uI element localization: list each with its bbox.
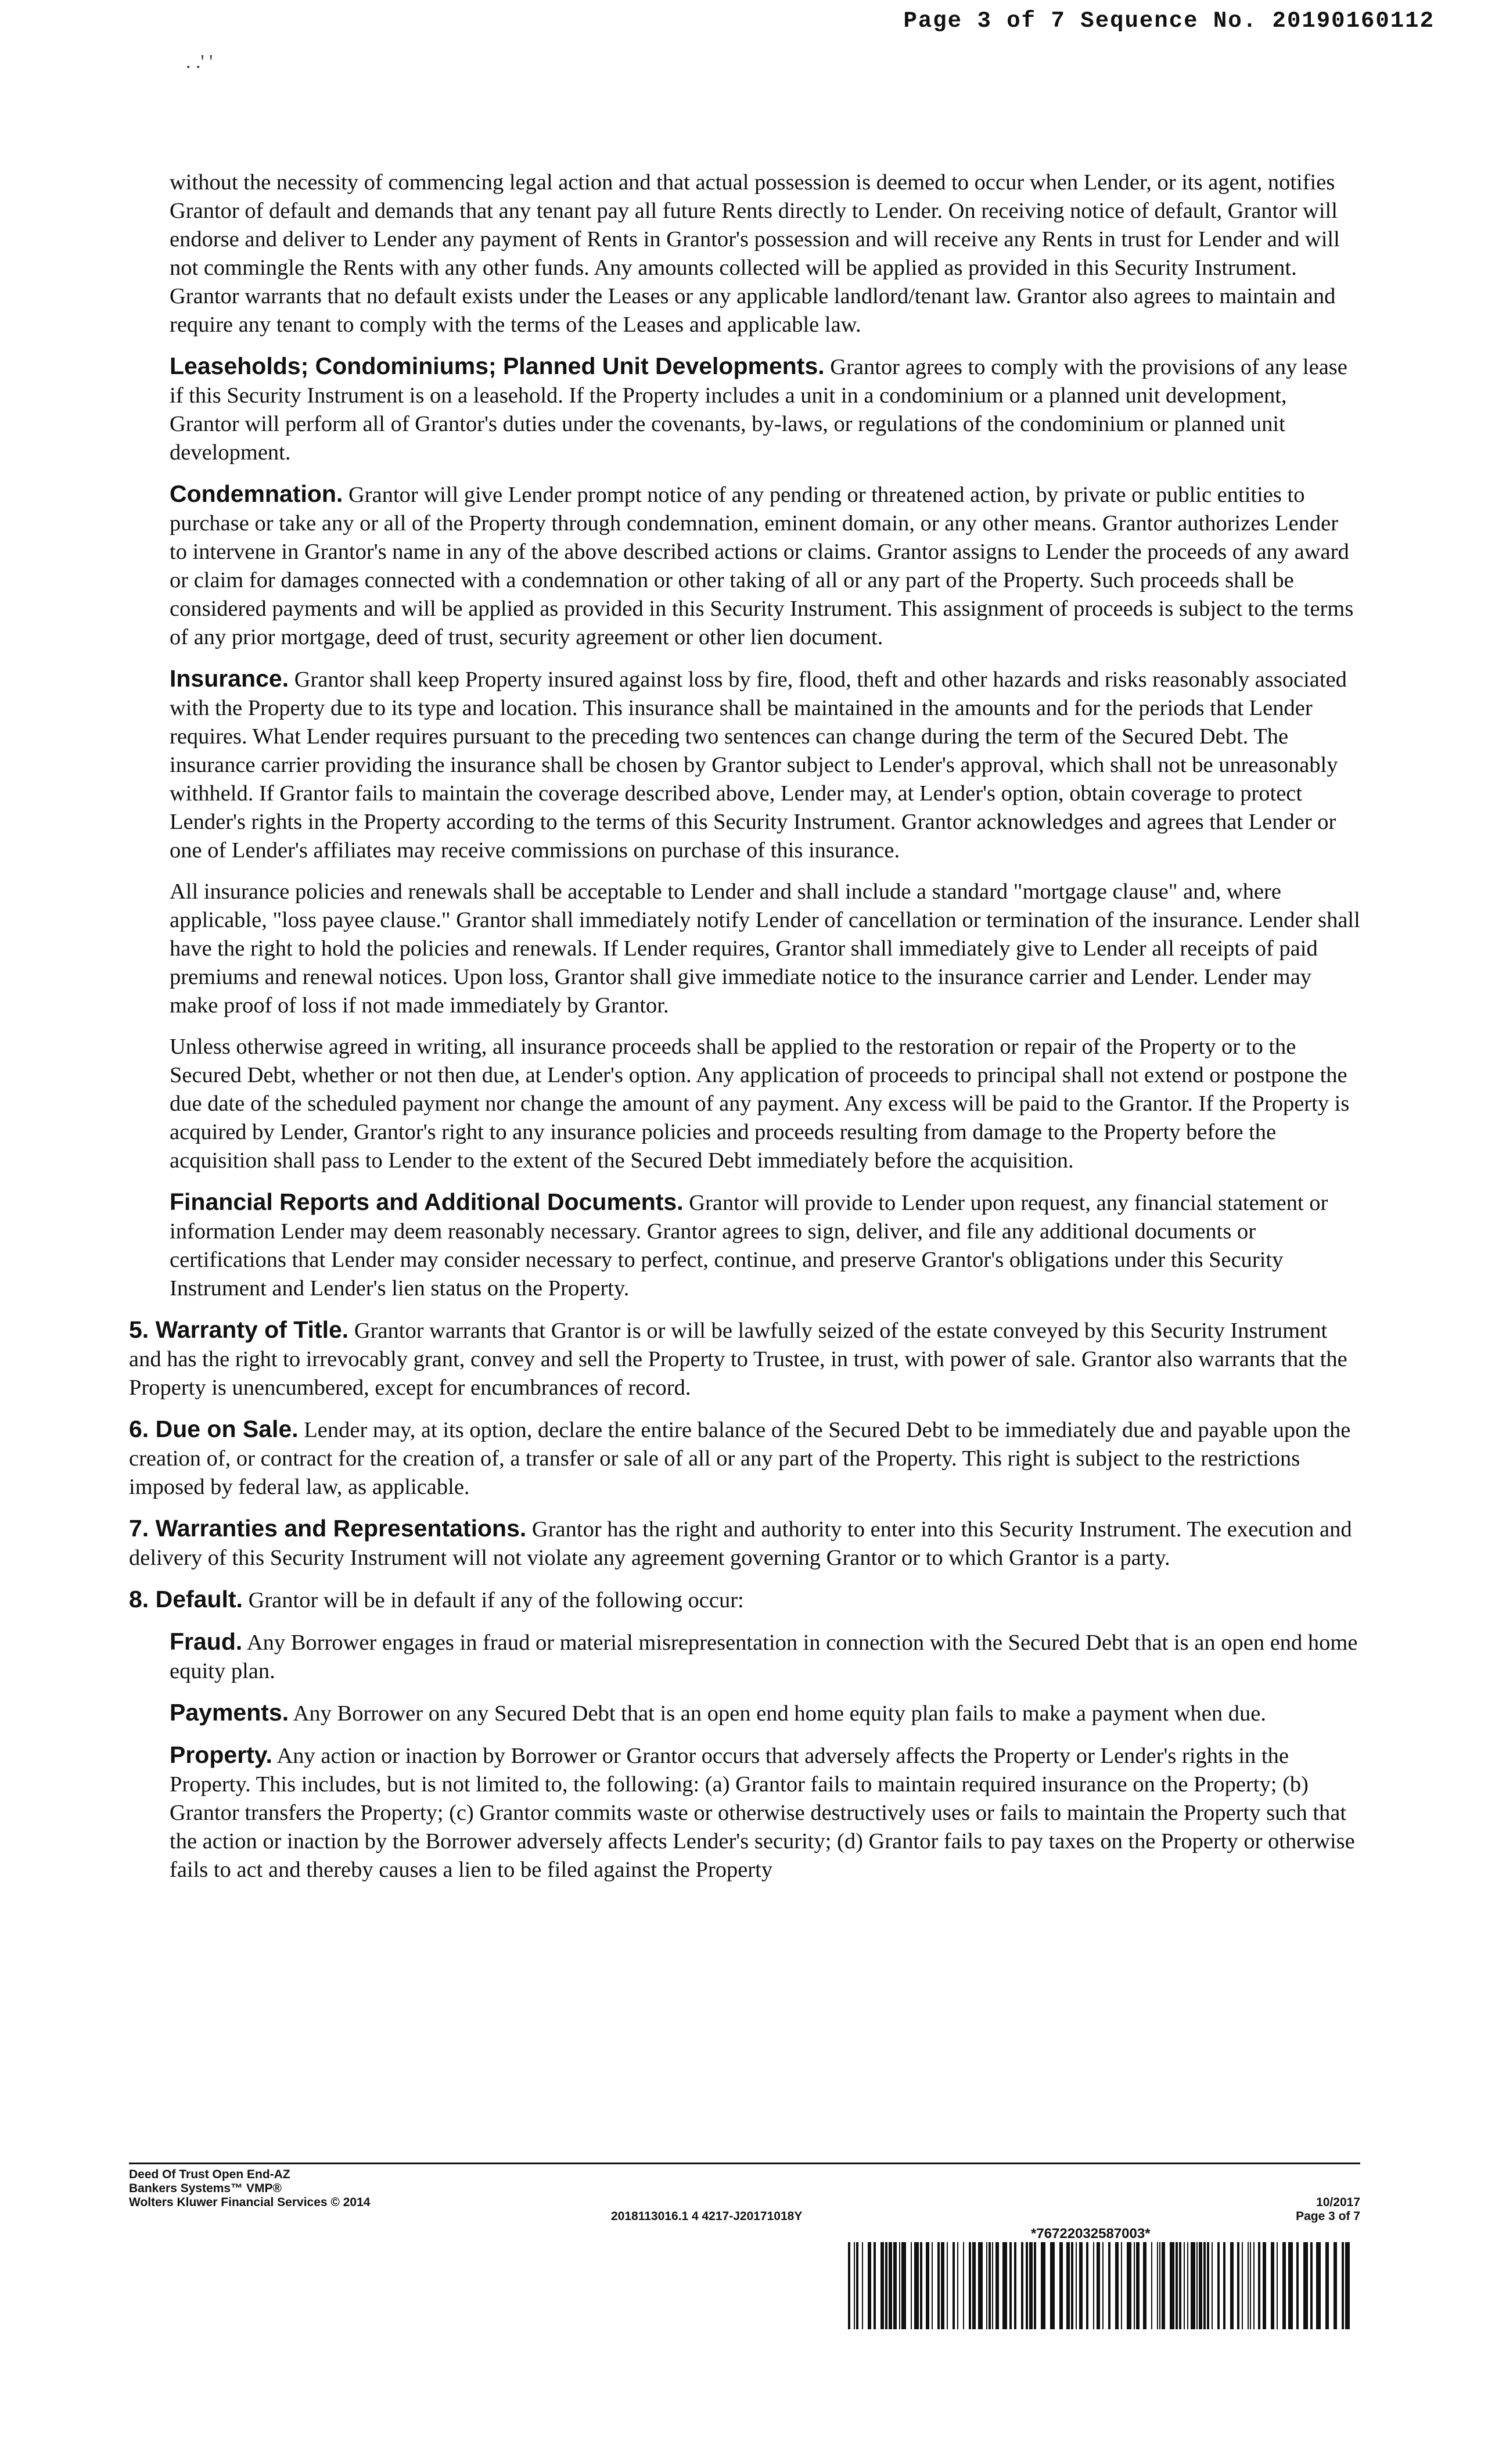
- barcode-bar: [986, 2242, 987, 2329]
- barcode-bar: [1151, 2242, 1152, 2329]
- document-body: [129, 168, 1360, 1897]
- paragraph-insurance-policies: [170, 878, 1360, 1020]
- section-heading: Insurance.: [170, 665, 289, 692]
- barcode-bar: [1310, 2242, 1313, 2329]
- barcode-bar: [920, 2242, 922, 2329]
- form-code: 2018113016.1 4 4217-J20171018Y: [611, 2210, 803, 2223]
- paragraph-default: [129, 1585, 1360, 1615]
- barcode-bar: [1014, 2242, 1016, 2329]
- barcode-bar: [937, 2242, 940, 2329]
- scan-marks: . .' ': [186, 51, 213, 73]
- barcode-bar: [969, 2242, 971, 2329]
- barcode-bar: [880, 2242, 884, 2329]
- barcode-bar: [941, 2242, 944, 2329]
- barcode-bar: [947, 2242, 948, 2329]
- paragraph-text: Grantor warrants that Grantor is or will be lawfully seized of the estate conveyed by this Security Instrument and has the right to irrevocably grant, convey and sell the Property to Trustee, in trust, with power of sale. Grantor also warrants that the Property is unencumbered, except for encumbrances of record.: [129, 1319, 1347, 1400]
- paragraph-text: Grantor shall keep Property insured against loss by fire, flood, theft and other hazards and risks reasonably associated with the Property due to its type and location. This insurance shall be maintained in the amounts and for the periods that Lender requires. What Lender requires pursuant to the preceding two sentences can change during the term of the Secured Debt. The insurance carrier providing the insurance shall be chosen by Grantor subject to Lender's approval, which shall not be unreasonably withheld. If Grantor fails to maintain the coverage described above, Lender may, at Lender's option, obtain coverage to protect Lender's rights in the Property according to the terms of this Security Instrument. Grantor acknowledges and agrees that Lender or one of Lender's affiliates may receive commissions on purchase of this insurance.: [170, 667, 1347, 863]
- footer-form-info: [129, 2168, 370, 2210]
- barcode-bar: [1296, 2242, 1299, 2329]
- form-title: Deed Of Trust Open End-AZ: [129, 2168, 290, 2181]
- barcode-bar: [1162, 2242, 1165, 2329]
- footer-divider: [129, 2163, 1360, 2164]
- barcode-bar: [1191, 2242, 1195, 2329]
- barcode-bar: [926, 2242, 929, 2329]
- section-heading: 7. Warranties and Representations.: [129, 1515, 527, 1542]
- barcode-bar: [1026, 2242, 1028, 2329]
- paragraph-condemnation: [170, 480, 1360, 652]
- barcode-bar: [1212, 2242, 1213, 2329]
- paragraph-fraud: [170, 1628, 1360, 1686]
- paragraph-text: Any action or inaction by Borrower or Grantor occurs that adversely affects the Property or Lender's rights in the Property. This includes, but is not limited to, the following: (a) Grantor fails to maintain required insurance on the Property; (b) Grantor transfers the Property; (c) Grantor commits waste or otherwise destructively uses or fails to maintain the Property such that the action or inaction by the Borrower adversely affects Lender's security; (d) Grantor fails to pay taxes on the Property or otherwise fails to act and thereby causes a lien to be filed against the Property: [170, 1744, 1355, 1882]
- section-heading: Leaseholds; Condominiums; Planned Unit Developments.: [170, 353, 825, 379]
- barcode-bar: [1250, 2242, 1251, 2329]
- paragraph-text: Grantor will provide to Lender upon request, any financial statement or information Lender may deem reasonably necessary. Grantor agrees to sign, deliver, and file any additional documents or certifications that Lender may consider necessary to perfect, continue, and preserve Grantor's obligations under this Security Instrument and Lender's lien status on the Property.: [170, 1191, 1328, 1301]
- paragraph-text: All insurance policies and renewals shall be acceptable to Lender and shall include a standard "mortgage clause" and, where applicable, "loss payee clause." Grantor shall immediately notify Lender of cancellation or termination of the insurance. Lender shall have the right to hold the policies and renewals. If Lender requires, Grantor shall immediately give to Lender all receipts of paid premiums and renewal notices. Upon loss, Grantor shall give immediate notice to the insurance carrier and Lender. Lender may make proof of loss if not made immediately by Grantor.: [170, 879, 1360, 1018]
- barcode-bar: [992, 2242, 993, 2329]
- paragraph-payments: [170, 1698, 1360, 1728]
- barcode-bar: [1203, 2242, 1206, 2329]
- barcode-bar: [1066, 2242, 1070, 2329]
- barcode-bar: [1076, 2242, 1077, 2329]
- barcode-bar: [1217, 2242, 1220, 2329]
- paragraph-rents-continued: [170, 168, 1360, 339]
- barcode-bar: [1325, 2242, 1329, 2329]
- paragraph-text: Unless otherwise agreed in writing, all insurance proceeds shall be applied to the restoration or repair of the Property or to the Secured Debt, whether or not then due, at Lender's option. Any application of proceeds to principal shall not extend or postpone the due date of the scheduled payment nor change the amount of any payment. Any excess will be paid to the Grantor. If the Property is acquired by Lender, Grantor's right to any insurance policies and proceeds resulting from damage to the Property before the acquisition shall pass to Lender to the extent of the Secured Debt immediately before the acquisition.: [170, 1035, 1350, 1173]
- footer-page-info: [1296, 2196, 1360, 2224]
- barcode-bar: [1316, 2242, 1321, 2329]
- barcode-bar: [1230, 2242, 1234, 2329]
- section-heading: Fraud.: [170, 1628, 243, 1655]
- barcode-bar: [862, 2242, 863, 2329]
- barcode-bar: [1127, 2242, 1131, 2329]
- form-vendor: Bankers Systems™ VMP®: [129, 2182, 282, 2195]
- barcode-bar: [911, 2242, 912, 2329]
- barcode-icon: [848, 2242, 1353, 2329]
- barcode-label: *76722032587003*: [1031, 2226, 1151, 2242]
- paragraph-text: Grantor has the right and authority to enter into this Security Instrument. The execution and delivery of this Security Instrument will not violate any agreement governing Grantor or to which Grantor is a party.: [129, 1517, 1352, 1570]
- section-heading: Condemnation.: [170, 480, 343, 507]
- section-heading: 8. Default.: [129, 1586, 243, 1612]
- barcode-bar: [953, 2242, 955, 2329]
- barcode-bar: [854, 2242, 855, 2329]
- barcode-bar: [1237, 2242, 1239, 2329]
- barcode-bar: [963, 2242, 964, 2329]
- barcode-bar: [889, 2242, 892, 2329]
- section-heading: 5. Warranty of Title.: [129, 1316, 349, 1343]
- paragraph-text: Grantor will be in default if any of the following occur:: [248, 1588, 744, 1612]
- barcode-bar: [1071, 2242, 1073, 2329]
- barcode-bar: [1199, 2242, 1202, 2329]
- barcode-bar: [1159, 2242, 1160, 2329]
- barcode-bar: [1288, 2242, 1293, 2329]
- paragraph-financial-reports: [170, 1188, 1360, 1303]
- barcode-bar: [1170, 2242, 1174, 2329]
- barcode-bar: [1207, 2242, 1209, 2329]
- barcode-bar: [1263, 2242, 1266, 2329]
- paragraph-text: Grantor will give Lender prompt notice of any pending or threatened action, by private or public entities to purchase or take any or all of the Property through condemnation, eminent domain, or any other means. Grantor authorizes Lender to intervene in Grantor's name in any of the above described actions or claims. Grantor assigns to Lender the proceeds of any award or claim for damages connected with a condemnation or other taking of all or any part of the Property. Such proceeds shall be considered payments and will be applied as provided in this Security Instrument. This assignment of proceeds is subject to the terms of any prior mortgage, deed of trust, security agreement or other lien document.: [170, 483, 1354, 649]
- barcode-bar: [1050, 2242, 1055, 2329]
- barcode-bar: [885, 2242, 887, 2329]
- barcode-bar: [957, 2242, 958, 2329]
- paragraph-text: Any Borrower engages in fraud or material misrepresentation in connection with the Secured Debt that is an open end home equity plan.: [170, 1630, 1358, 1683]
- barcode-bar: [1258, 2242, 1260, 2329]
- paragraph-insurance: [170, 665, 1360, 865]
- barcode-bar: [901, 2242, 906, 2329]
- barcode-bar: [1029, 2242, 1033, 2329]
- barcode-bar: [1136, 2242, 1140, 2329]
- barcode-bar: [1184, 2242, 1185, 2329]
- barcode-bar: [1342, 2242, 1344, 2329]
- barcode-bar: [1143, 2242, 1146, 2329]
- paragraph-text: Any Borrower on any Secured Debt that is an open end home equity plan fails to make a payment when due.: [293, 1701, 1266, 1726]
- barcode-bar: [856, 2242, 858, 2329]
- barcode-bar: [932, 2242, 933, 2329]
- barcode-bar: [1121, 2242, 1122, 2329]
- barcode-bar: [1097, 2242, 1100, 2329]
- page-sequence-header: Page 3 of 7 Sequence No. 20190160112: [903, 8, 1435, 34]
- barcode-bar: [1179, 2242, 1181, 2329]
- barcode-bar: [1223, 2242, 1225, 2329]
- barcode-bar: [1002, 2242, 1007, 2329]
- barcode-bar: [1157, 2242, 1158, 2329]
- barcode-bar: [995, 2242, 999, 2329]
- paragraph-text: without the necessity of commencing legal action and that actual possession is deemed to occur when Lender, or its agent, notifies Grantor of default and demands that any tenant pay all future Rents directly to Lender. On receiving notice of default, Grantor will endorse and deliver to Lender any payment of Rents in Grantor's possession and will receive any Rents in trust for Lender and will not commingle the Rents with any other funds. Any amounts collected will be applied as provided in this Security Instrument. Grantor warrants that no default exists under the Leases or any applicable landlord/tenant law. Grantor also agrees to maintain and require any tenant to comply with the terms of the Leases and applicable law.: [170, 170, 1340, 337]
- barcode-bar: [1303, 2242, 1308, 2329]
- form-copyright: Wolters Kluwer Financial Services © 2014: [129, 2196, 371, 2209]
- barcode-bar: [1079, 2242, 1083, 2329]
- paragraph-text: Lender may, at its option, declare the entire balance of the Secured Debt to be immediately due and payable upon the creation of, or contract for the creation of, a transfer or sale of all or any part of the Property. This right is subject to the restrictions imposed by federal law, as applicable.: [129, 1418, 1351, 1499]
- barcode-bar: [1009, 2242, 1012, 2329]
- barcode-bar: [1115, 2242, 1119, 2329]
- barcode-bar: [914, 2242, 919, 2329]
- barcode-bar: [1187, 2242, 1188, 2329]
- paragraph-property: [170, 1741, 1360, 1884]
- barcode-bar: [1102, 2242, 1104, 2329]
- paragraph-leaseholds: [170, 352, 1360, 467]
- barcode-bar: [1334, 2242, 1337, 2329]
- barcode-bar: [1034, 2242, 1036, 2329]
- barcode-bar: [899, 2242, 900, 2329]
- barcode-bar: [989, 2242, 991, 2329]
- section-heading: Financial Reports and Additional Documents.: [170, 1188, 684, 1215]
- barcode-bar: [1271, 2242, 1274, 2329]
- barcode-bar: [874, 2242, 876, 2329]
- section-heading: Payments.: [170, 1699, 289, 1726]
- paragraph-insurance-proceeds: [170, 1033, 1360, 1175]
- section-heading: Property.: [170, 1741, 272, 1768]
- barcode-bar: [868, 2242, 871, 2329]
- form-revision-date: 10/2017: [1316, 2196, 1360, 2209]
- barcode-bar: [972, 2242, 976, 2329]
- barcode-bar: [1277, 2242, 1278, 2329]
- barcode-bar: [1176, 2242, 1178, 2329]
- barcode-bar: [1248, 2242, 1249, 2329]
- barcode-bar: [1041, 2242, 1045, 2329]
- paragraph-due-on-sale: [129, 1415, 1360, 1502]
- paragraph-warranty-of-title: [129, 1316, 1360, 1402]
- barcode-bar: [848, 2242, 850, 2329]
- barcode-bar: [1242, 2242, 1243, 2329]
- barcode-bar: [893, 2242, 897, 2329]
- barcode-bar: [1059, 2242, 1063, 2329]
- paragraph-warranties: [129, 1514, 1360, 1572]
- section-heading: 6. Due on Sale.: [129, 1416, 299, 1442]
- paragraph-text: Grantor agrees to comply with the provisions of any lease if this Security Instrument is on a leasehold. If the Property includes a unit in a condominium or a planned unit development, Grantor will perform all of Grantor's duties under the covenants, by-laws, or regulations of the condominium or planned unit development.: [170, 355, 1347, 465]
- barcode-bar: [1282, 2242, 1286, 2329]
- barcode-bar: [1021, 2242, 1023, 2329]
- barcode-bar: [1086, 2242, 1088, 2329]
- barcode-bar: [1093, 2242, 1094, 2329]
- barcode-bar: [1345, 2242, 1350, 2329]
- barcode-bar: [1134, 2242, 1135, 2329]
- barcode-bar: [1196, 2242, 1198, 2329]
- footer-page-number: Page 3 of 7: [1296, 2210, 1360, 2223]
- barcode-bar: [1108, 2242, 1110, 2329]
- barcode-bar: [978, 2242, 983, 2329]
- barcode-bar: [1253, 2242, 1255, 2329]
